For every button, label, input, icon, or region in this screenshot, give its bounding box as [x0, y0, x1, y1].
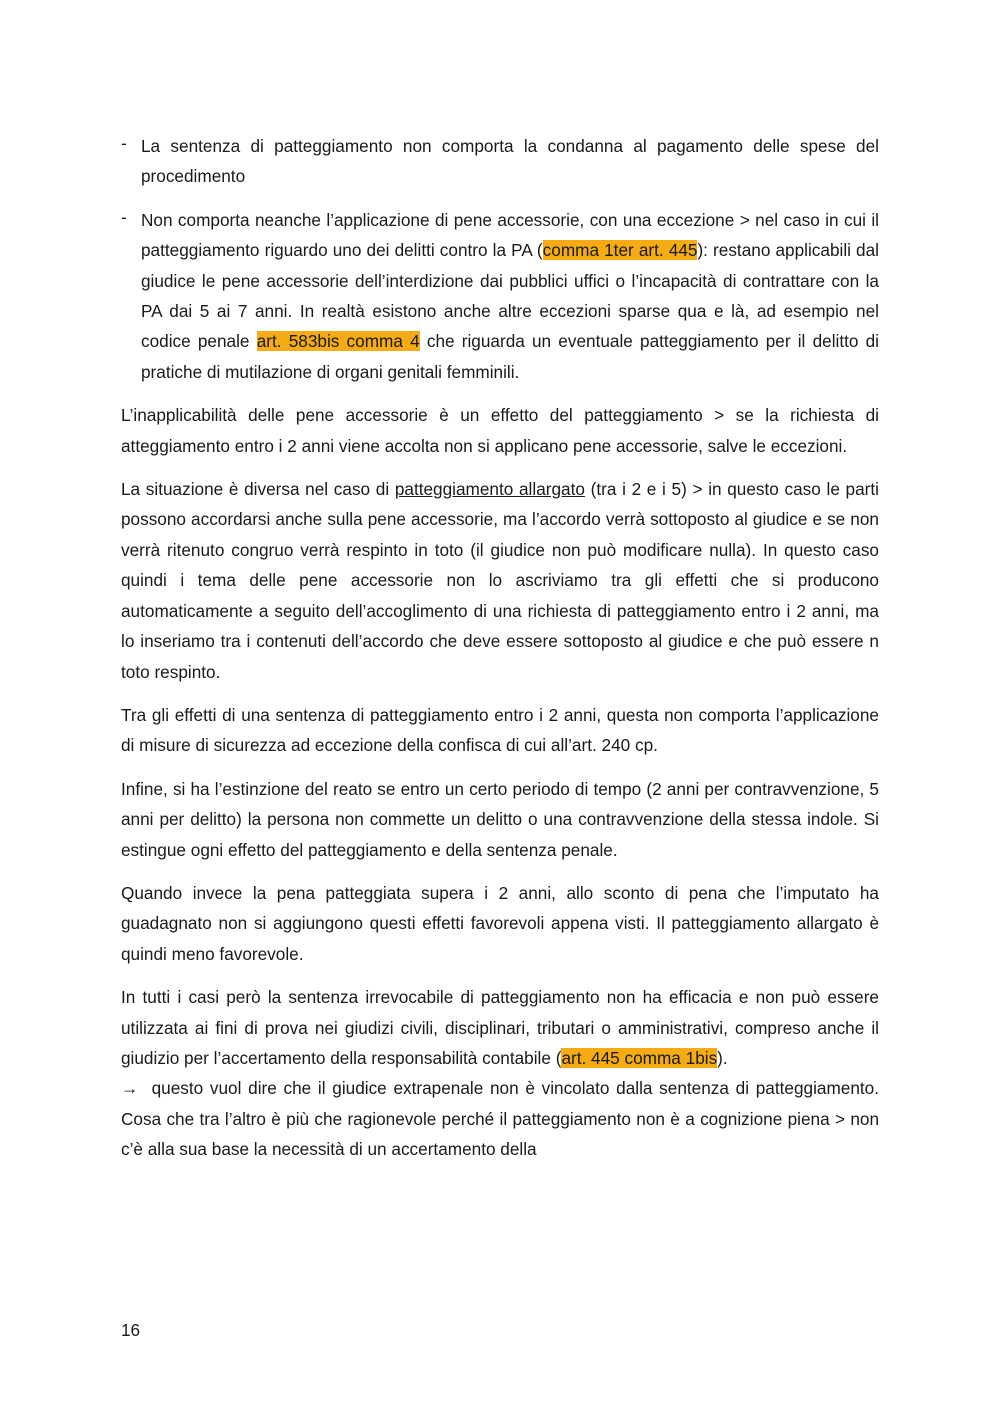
paragraph [121, 474, 879, 687]
paragraph-text: (tra i 2 e i 5) > in questo caso le parti possono accordarsi anche sulla pene accessorie, ma l’accordo verrà sottoposto al giudice e se non verrà ritenuto congruo verrà respinto in toto (il giudice non può modificare nulla). In questo caso quindi i tema delle pene accessorie non lo ascriviamo tra gli effetti che si producono automaticamente a seguito dell’accoglimento di una richiesta di patteggiamento entro i 2 anni, ma lo inseriamo tra i contenuti dell’accordo che deve essere sottoposto al giudice e che può essere n toto respinto. [121, 479, 879, 682]
bullet-item [121, 205, 879, 387]
page-number: 16 [121, 1320, 141, 1340]
paragraph-text: ). [717, 1047, 728, 1068]
bullet-text: che riguarda un eventuale patteggiamento per il delitto di pratiche di mutilazione di organi genitali femminili. [141, 331, 880, 382]
highlight-reference: art. 445 comma 1bis [561, 1047, 718, 1068]
paragraph [121, 982, 884, 1164]
bullet-text: La sentenza di patteggiamento non comporta la condanna al pagamento delle spese del procedimento [141, 136, 879, 187]
bullet-item [121, 131, 879, 192]
paragraph: L’inapplicabilità delle pene accessorie è un effetto del patteggiamento > se la richiesta di atteggiamento entro i 2 anni viene accolta non si applicano pene accessorie, salve le eccezioni. [121, 405, 879, 456]
page-body [121, 131, 884, 1178]
bullet-text: Non comporta neanche l’applicazione di pene accessorie, con una eccezione > nel caso in cui il patteggiamento riguardo uno dei delitti contro la PA ( [141, 209, 879, 261]
paragraph-text: In tutti i casi però la sentenza irrevocabile di patteggiamento non ha efficacia e non può essere utilizzata ai fini di prova nei giudizi civili, disciplinari, tributari o amministrativi, compreso anche il giudizio per l’accertamento della responsabilità contabile ( [121, 987, 879, 1068]
bullet-dash: - [121, 133, 127, 153]
highlight-reference: comma 1ter art. 445 [542, 240, 698, 261]
paragraph-text: questo vuol dire che il giudice extrapenale non è vincolato dalla sentenza di patteggiamento. Cosa che tra l’altro è più che ragionevole perché il patteggiamento non è a cognizione piena > non c’è alla sua base la necessità di un accertamento della [121, 1078, 884, 1160]
bullet-text: ): restano applicabili dal giudice le pene accessorie dell’interdizione dai pubblici uffici o l’incapacità di contrattare con la PA dai 5 ai 7 anni. In realtà esistono anche altre eccezioni sparse qua e là, ad esempio nel codice penale [141, 240, 879, 352]
paragraph-text: La situazione è diversa nel caso di [121, 479, 395, 500]
highlight-reference: art. 583bis comma 4 [256, 331, 420, 352]
bullet-dash: - [121, 206, 127, 227]
paragraph: Quando invece la pena patteggiata supera i 2 anni, allo sconto di pena che l’imputato ha guadagnato non si aggiungono questi effetti favorevoli appena visti. Il patteggiamento allargato è quindi meno favorevole. [121, 882, 879, 964]
paragraph: Infine, si ha l’estinzione del reato se entro un certo periodo di tempo (2 anni per contravvenzione, 5 anni per delitto) la persona non commette un delitto o una contravvenzione della stessa indole. Si estingue ogni effetto del patteggiamento e della sentenza penale. [121, 778, 879, 860]
paragraph: Tra gli effetti di una sentenza di patteggiamento entro i 2 anni, questa non comporta l’applicazione di misure di sicurezza ad eccezione della confisca di cui all’art. 240 cp. [121, 704, 879, 756]
arrow-icon: → [121, 1078, 139, 1099]
underlined-term: patteggiamento allargato [394, 479, 585, 500]
